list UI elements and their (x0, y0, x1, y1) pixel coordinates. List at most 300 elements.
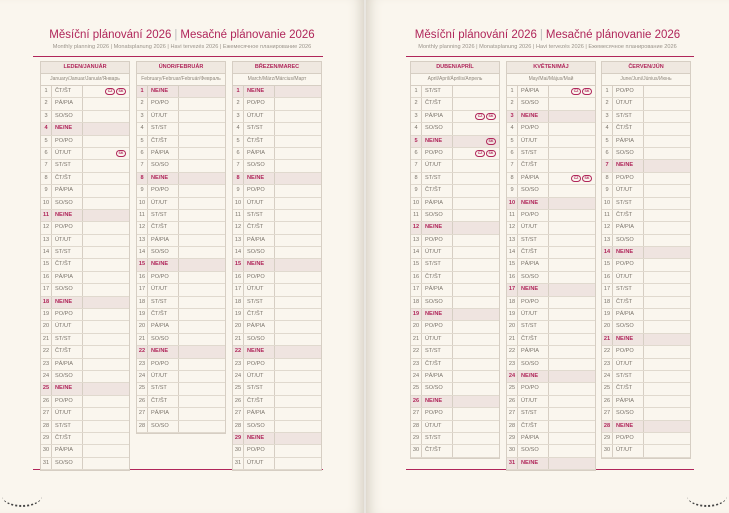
day-row[interactable] (507, 198, 595, 210)
day-row[interactable] (602, 371, 690, 383)
day-row[interactable] (411, 173, 499, 185)
day-row[interactable] (41, 98, 129, 110)
day-row[interactable] (411, 98, 499, 110)
note-field[interactable] (275, 123, 321, 134)
day-row[interactable] (41, 111, 129, 123)
note-field[interactable] (275, 458, 321, 469)
day-row[interactable] (233, 383, 321, 395)
note-field[interactable] (644, 235, 690, 246)
note-field[interactable] (549, 334, 595, 345)
day-row[interactable] (233, 185, 321, 197)
note-field[interactable] (453, 445, 499, 456)
note-field[interactable] (275, 259, 321, 270)
note-field[interactable] (275, 136, 321, 147)
day-row[interactable] (411, 371, 499, 383)
day-row[interactable] (137, 259, 225, 271)
day-row[interactable] (602, 334, 690, 346)
day-row[interactable] (507, 148, 595, 160)
note-field[interactable] (83, 198, 129, 209)
note-field[interactable] (549, 445, 595, 456)
note-field[interactable] (453, 408, 499, 419)
note-field[interactable] (453, 98, 499, 109)
day-row[interactable] (41, 396, 129, 408)
day-row[interactable] (507, 272, 595, 284)
note-field[interactable] (453, 421, 499, 432)
day-row[interactable] (41, 198, 129, 210)
note-field[interactable] (83, 359, 129, 370)
day-row[interactable] (602, 421, 690, 433)
day-row[interactable] (41, 136, 129, 148)
note-field[interactable] (644, 433, 690, 444)
note-field[interactable] (549, 458, 595, 469)
note-field[interactable] (83, 210, 129, 221)
note-field[interactable] (644, 160, 690, 171)
note-field[interactable] (83, 408, 129, 419)
note-field[interactable] (453, 396, 499, 407)
note-field[interactable] (83, 247, 129, 258)
day-row[interactable] (233, 173, 321, 185)
note-field[interactable] (275, 433, 321, 444)
day-row[interactable] (41, 346, 129, 358)
day-row[interactable] (602, 247, 690, 259)
note-field[interactable] (549, 111, 595, 122)
day-row[interactable] (137, 247, 225, 259)
day-row[interactable] (41, 321, 129, 333)
day-row[interactable] (411, 284, 499, 296)
day-row[interactable] (602, 185, 690, 197)
note-field[interactable] (179, 173, 225, 184)
note-field[interactable] (275, 160, 321, 171)
note-field[interactable] (179, 86, 225, 97)
note-field[interactable] (549, 383, 595, 394)
day-row[interactable] (137, 396, 225, 408)
note-field[interactable] (83, 160, 129, 171)
note-field[interactable] (275, 309, 321, 320)
day-row[interactable] (602, 173, 690, 185)
day-row[interactable] (507, 210, 595, 222)
day-row[interactable] (507, 321, 595, 333)
note-field[interactable] (275, 272, 321, 283)
note-field[interactable] (549, 160, 595, 171)
note-field[interactable] (179, 396, 225, 407)
note-field[interactable] (179, 136, 225, 147)
note-field[interactable] (83, 111, 129, 122)
day-row[interactable] (507, 185, 595, 197)
note-field[interactable] (549, 321, 595, 332)
note-field[interactable] (453, 198, 499, 209)
day-row[interactable] (233, 445, 321, 457)
note-field[interactable] (549, 235, 595, 246)
note-field[interactable] (549, 421, 595, 432)
note-field[interactable] (179, 160, 225, 171)
note-field[interactable] (549, 259, 595, 270)
day-row[interactable] (411, 309, 499, 321)
note-field[interactable] (549, 173, 595, 184)
note-field[interactable] (275, 408, 321, 419)
day-row[interactable] (507, 421, 595, 433)
day-row[interactable] (41, 421, 129, 433)
day-row[interactable] (602, 309, 690, 321)
day-row[interactable] (602, 259, 690, 271)
day-row[interactable] (41, 235, 129, 247)
day-row[interactable] (507, 222, 595, 234)
day-row[interactable] (137, 210, 225, 222)
note-field[interactable] (275, 346, 321, 357)
note-field[interactable] (179, 421, 225, 432)
day-row[interactable] (233, 272, 321, 284)
day-row[interactable] (233, 408, 321, 420)
day-row[interactable] (507, 98, 595, 110)
day-row[interactable] (41, 247, 129, 259)
note-field[interactable] (453, 148, 499, 159)
day-row[interactable] (507, 383, 595, 395)
note-field[interactable] (83, 272, 129, 283)
note-field[interactable] (179, 334, 225, 345)
day-row[interactable] (233, 309, 321, 321)
note-field[interactable] (644, 346, 690, 357)
note-field[interactable] (644, 371, 690, 382)
day-row[interactable] (507, 297, 595, 309)
day-row[interactable] (411, 136, 499, 148)
note-field[interactable] (275, 371, 321, 382)
note-field[interactable] (83, 433, 129, 444)
note-field[interactable] (179, 272, 225, 283)
day-row[interactable] (137, 334, 225, 346)
day-row[interactable] (41, 445, 129, 457)
day-row[interactable] (233, 210, 321, 222)
day-row[interactable] (411, 346, 499, 358)
note-field[interactable] (644, 136, 690, 147)
day-row[interactable] (507, 309, 595, 321)
note-field[interactable] (453, 284, 499, 295)
day-row[interactable] (602, 136, 690, 148)
note-field[interactable] (453, 160, 499, 171)
note-field[interactable] (83, 86, 129, 97)
day-row[interactable] (602, 210, 690, 222)
note-field[interactable] (179, 309, 225, 320)
day-row[interactable] (233, 198, 321, 210)
day-row[interactable] (233, 222, 321, 234)
day-row[interactable] (602, 123, 690, 135)
day-row[interactable] (233, 123, 321, 135)
note-field[interactable] (453, 309, 499, 320)
note-field[interactable] (179, 297, 225, 308)
day-row[interactable] (41, 297, 129, 309)
day-row[interactable] (602, 433, 690, 445)
note-field[interactable] (549, 198, 595, 209)
day-row[interactable] (233, 136, 321, 148)
day-row[interactable] (411, 123, 499, 135)
day-row[interactable] (507, 371, 595, 383)
day-row[interactable] (233, 297, 321, 309)
day-row[interactable] (233, 86, 321, 98)
note-field[interactable] (83, 334, 129, 345)
note-field[interactable] (83, 421, 129, 432)
day-row[interactable] (233, 259, 321, 271)
day-row[interactable] (137, 185, 225, 197)
day-row[interactable] (411, 334, 499, 346)
day-row[interactable] (41, 334, 129, 346)
day-row[interactable] (602, 235, 690, 247)
note-field[interactable] (453, 173, 499, 184)
note-field[interactable] (549, 210, 595, 221)
note-field[interactable] (549, 247, 595, 258)
day-row[interactable] (233, 396, 321, 408)
day-row[interactable] (41, 383, 129, 395)
day-row[interactable] (41, 148, 129, 160)
note-field[interactable] (179, 123, 225, 134)
note-field[interactable] (644, 86, 690, 97)
note-field[interactable] (453, 185, 499, 196)
note-field[interactable] (453, 334, 499, 345)
day-row[interactable] (41, 123, 129, 135)
day-row[interactable] (41, 210, 129, 222)
day-row[interactable] (41, 222, 129, 234)
note-field[interactable] (275, 359, 321, 370)
day-row[interactable] (411, 321, 499, 333)
note-field[interactable] (83, 321, 129, 332)
note-field[interactable] (644, 272, 690, 283)
note-field[interactable] (453, 297, 499, 308)
day-row[interactable] (137, 98, 225, 110)
day-row[interactable] (41, 272, 129, 284)
note-field[interactable] (179, 346, 225, 357)
note-field[interactable] (644, 334, 690, 345)
note-field[interactable] (275, 198, 321, 209)
note-field[interactable] (644, 297, 690, 308)
note-field[interactable] (453, 235, 499, 246)
note-field[interactable] (549, 433, 595, 444)
day-row[interactable] (507, 458, 595, 470)
day-row[interactable] (41, 86, 129, 98)
day-row[interactable] (507, 396, 595, 408)
note-field[interactable] (549, 396, 595, 407)
day-row[interactable] (411, 421, 499, 433)
day-row[interactable] (137, 123, 225, 135)
day-row[interactable] (507, 433, 595, 445)
note-field[interactable] (179, 98, 225, 109)
day-row[interactable] (411, 383, 499, 395)
note-field[interactable] (83, 185, 129, 196)
note-field[interactable] (644, 148, 690, 159)
note-field[interactable] (549, 136, 595, 147)
day-row[interactable] (602, 346, 690, 358)
day-row[interactable] (507, 160, 595, 172)
note-field[interactable] (179, 198, 225, 209)
note-field[interactable] (453, 321, 499, 332)
day-row[interactable] (233, 247, 321, 259)
day-row[interactable] (411, 445, 499, 457)
day-row[interactable] (137, 284, 225, 296)
day-row[interactable] (233, 235, 321, 247)
note-field[interactable] (179, 259, 225, 270)
day-row[interactable] (507, 359, 595, 371)
day-row[interactable] (233, 284, 321, 296)
note-field[interactable] (179, 210, 225, 221)
note-field[interactable] (275, 210, 321, 221)
note-field[interactable] (83, 235, 129, 246)
note-field[interactable] (275, 445, 321, 456)
note-field[interactable] (453, 136, 499, 147)
note-field[interactable] (644, 284, 690, 295)
note-field[interactable] (179, 408, 225, 419)
day-row[interactable] (507, 334, 595, 346)
note-field[interactable] (275, 334, 321, 345)
day-row[interactable] (411, 86, 499, 98)
note-field[interactable] (549, 408, 595, 419)
note-field[interactable] (644, 445, 690, 456)
note-field[interactable] (549, 359, 595, 370)
day-row[interactable] (137, 111, 225, 123)
day-row[interactable] (41, 259, 129, 271)
day-row[interactable] (602, 272, 690, 284)
day-row[interactable] (137, 408, 225, 420)
note-field[interactable] (179, 359, 225, 370)
note-field[interactable] (549, 185, 595, 196)
note-field[interactable] (644, 359, 690, 370)
note-field[interactable] (644, 210, 690, 221)
day-row[interactable] (41, 408, 129, 420)
day-row[interactable] (41, 458, 129, 470)
day-row[interactable] (233, 433, 321, 445)
day-row[interactable] (137, 383, 225, 395)
note-field[interactable] (275, 185, 321, 196)
note-field[interactable] (83, 309, 129, 320)
day-row[interactable] (602, 284, 690, 296)
note-field[interactable] (644, 222, 690, 233)
note-field[interactable] (644, 111, 690, 122)
day-row[interactable] (602, 160, 690, 172)
day-row[interactable] (137, 309, 225, 321)
day-row[interactable] (137, 321, 225, 333)
day-row[interactable] (602, 98, 690, 110)
note-field[interactable] (83, 371, 129, 382)
note-field[interactable] (83, 123, 129, 134)
day-row[interactable] (137, 371, 225, 383)
note-field[interactable] (83, 259, 129, 270)
day-row[interactable] (411, 359, 499, 371)
note-field[interactable] (453, 86, 499, 97)
day-row[interactable] (137, 272, 225, 284)
day-row[interactable] (137, 222, 225, 234)
day-row[interactable] (411, 396, 499, 408)
note-field[interactable] (179, 235, 225, 246)
day-row[interactable] (507, 86, 595, 98)
day-row[interactable] (602, 383, 690, 395)
day-row[interactable] (137, 86, 225, 98)
note-field[interactable] (549, 371, 595, 382)
note-field[interactable] (275, 421, 321, 432)
note-field[interactable] (83, 346, 129, 357)
day-row[interactable] (233, 111, 321, 123)
note-field[interactable] (83, 173, 129, 184)
note-field[interactable] (644, 259, 690, 270)
day-row[interactable] (411, 222, 499, 234)
day-row[interactable] (411, 160, 499, 172)
note-field[interactable] (644, 247, 690, 258)
day-row[interactable] (41, 359, 129, 371)
day-row[interactable] (41, 185, 129, 197)
day-row[interactable] (602, 297, 690, 309)
note-field[interactable] (275, 396, 321, 407)
day-row[interactable] (602, 148, 690, 160)
day-row[interactable] (233, 321, 321, 333)
note-field[interactable] (275, 297, 321, 308)
note-field[interactable] (179, 383, 225, 394)
note-field[interactable] (275, 86, 321, 97)
note-field[interactable] (644, 321, 690, 332)
note-field[interactable] (179, 371, 225, 382)
note-field[interactable] (644, 173, 690, 184)
note-field[interactable] (83, 396, 129, 407)
note-field[interactable] (453, 222, 499, 233)
note-field[interactable] (275, 383, 321, 394)
day-row[interactable] (411, 247, 499, 259)
day-row[interactable] (411, 111, 499, 123)
note-field[interactable] (549, 284, 595, 295)
day-row[interactable] (507, 346, 595, 358)
day-row[interactable] (411, 210, 499, 222)
note-field[interactable] (644, 123, 690, 134)
note-field[interactable] (549, 346, 595, 357)
day-row[interactable] (137, 198, 225, 210)
day-row[interactable] (411, 235, 499, 247)
day-row[interactable] (137, 148, 225, 160)
note-field[interactable] (179, 111, 225, 122)
day-row[interactable] (137, 421, 225, 433)
day-row[interactable] (137, 346, 225, 358)
day-row[interactable] (507, 123, 595, 135)
note-field[interactable] (179, 148, 225, 159)
day-row[interactable] (602, 321, 690, 333)
note-field[interactable] (644, 198, 690, 209)
day-row[interactable] (41, 309, 129, 321)
note-field[interactable] (453, 123, 499, 134)
day-row[interactable] (233, 334, 321, 346)
note-field[interactable] (644, 98, 690, 109)
note-field[interactable] (275, 98, 321, 109)
note-field[interactable] (453, 272, 499, 283)
day-row[interactable] (137, 359, 225, 371)
note-field[interactable] (644, 383, 690, 394)
day-row[interactable] (41, 371, 129, 383)
day-row[interactable] (507, 111, 595, 123)
note-field[interactable] (453, 359, 499, 370)
day-row[interactable] (137, 235, 225, 247)
note-field[interactable] (83, 458, 129, 469)
note-field[interactable] (644, 396, 690, 407)
day-row[interactable] (411, 259, 499, 271)
day-row[interactable] (602, 445, 690, 457)
day-row[interactable] (137, 136, 225, 148)
note-field[interactable] (83, 136, 129, 147)
note-field[interactable] (453, 383, 499, 394)
day-row[interactable] (411, 297, 499, 309)
note-field[interactable] (179, 247, 225, 258)
note-field[interactable] (549, 297, 595, 308)
note-field[interactable] (275, 148, 321, 159)
day-row[interactable] (137, 160, 225, 172)
note-field[interactable] (179, 222, 225, 233)
note-field[interactable] (453, 247, 499, 258)
day-row[interactable] (507, 445, 595, 457)
day-row[interactable] (507, 235, 595, 247)
note-field[interactable] (275, 284, 321, 295)
note-field[interactable] (83, 445, 129, 456)
day-row[interactable] (602, 359, 690, 371)
day-row[interactable] (602, 198, 690, 210)
day-row[interactable] (233, 359, 321, 371)
